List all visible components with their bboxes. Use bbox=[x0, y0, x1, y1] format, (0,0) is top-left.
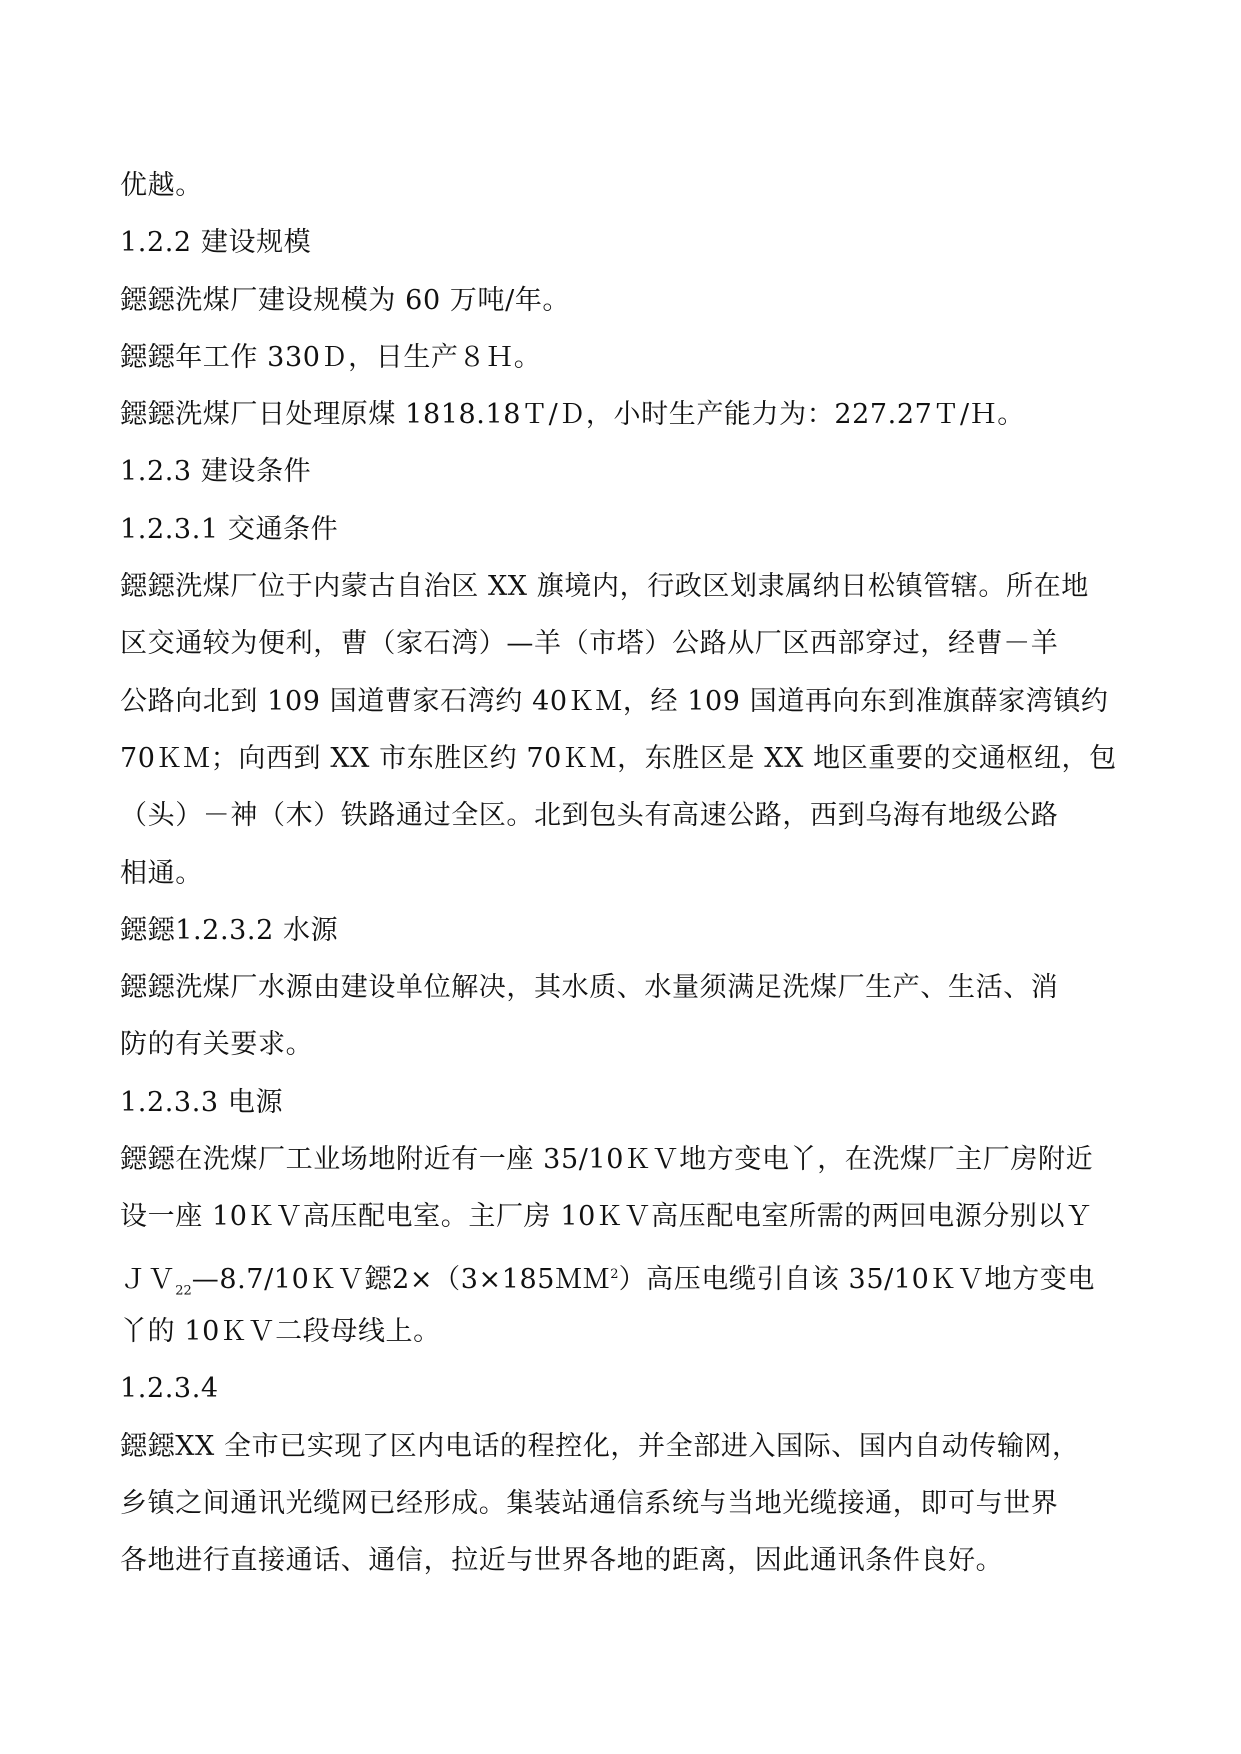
document-body bbox=[120, 157, 1120, 1589]
text-line: 鐚鐚洗煤厂位于内蒙古自治区 XX 旗境内，行政区划隶属纳日松镇管辖。所在地 bbox=[120, 571, 1089, 603]
formula-superscript: 2 bbox=[610, 1266, 619, 1282]
text-line: 优越。 bbox=[120, 170, 203, 201]
text-line: 鐚鐚年工作 330Ｄ，日生产８Ｈ。 bbox=[120, 341, 542, 373]
subsection-heading: 1.2.3.1 交通条件 bbox=[120, 513, 339, 545]
text-line: 设一座 10ＫＶ高压配电室。主厂房 10ＫＶ高压配电室所需的两回电源分别以Ｙ bbox=[120, 1201, 1093, 1233]
subsection-heading: 鐚鐚1.2.3.2 水源 bbox=[120, 914, 339, 946]
formula-middle: —8.7/10ＫＶ鐚2×（3×185ＭＭ bbox=[191, 1263, 611, 1295]
subsection-heading: 1.2.3.4 bbox=[120, 1373, 219, 1405]
text-line-with-formula bbox=[120, 1246, 1120, 1303]
text-line: 鐚鐚洗煤厂建设规模为 60 万吨/年。 bbox=[120, 284, 571, 316]
text-line: 70ＫＭ；向西到 XX 市东胜区约 70ＫＭ，东胜区是 XX 地区重要的交通枢纽，包 bbox=[120, 742, 1117, 774]
section-heading: 1.2.2 建设规模 bbox=[120, 227, 312, 259]
text-line: 防的有关要求。 bbox=[120, 1029, 314, 1061]
text-line: 公路向北到 109 国道曹家石湾约 40ＫＭ，经 109 国道再向东到准旗薛家湾镇约 bbox=[120, 685, 1109, 717]
formula-before: ＪＶ bbox=[120, 1263, 176, 1295]
formula-after: ）高压电缆引自该 35/10ＫＶ地方变电 bbox=[618, 1263, 1095, 1295]
text-line: 丫的 10ＫＶ二段母线上。 bbox=[120, 1315, 441, 1347]
section-heading: 1.2.3 建设条件 bbox=[120, 456, 312, 488]
text-line: 鐚鐚在洗煤厂工业场地附近有一座 35/10ＫＶ地方变电丫，在洗煤厂主厂房附近 bbox=[120, 1144, 1094, 1176]
text-line: 各地进行直接通话、通信，拉近与世界各地的距离，因此通讯条件良好。 bbox=[120, 1545, 1004, 1577]
text-line: 鐚鐚XX 全市已实现了区内电话的程控化，并全部进入国际、国内自动传输网， bbox=[120, 1430, 1080, 1462]
text-line: 区交通较为便利，曹（家石湾）—羊（市塔）公路从厂区西部穿过，经曹－羊 bbox=[120, 628, 1059, 660]
text-line: 乡镇之间通讯光缆网已经形成。集装站通信系统与当地光缆接通，即可与世界 bbox=[120, 1487, 1059, 1519]
subsection-heading: 1.2.3.3 电源 bbox=[120, 1086, 284, 1118]
text-line: 鐚鐚洗煤厂日处理原煤 1818.18Ｔ/Ｄ，小时生产能力为：227.27Ｔ/Ｈ。 bbox=[120, 399, 1025, 431]
text-line: 相通。 bbox=[120, 857, 203, 889]
text-line: 鐚鐚洗煤厂水源由建设单位解决，其水质、水量须满足洗煤厂生产、生活、消 bbox=[120, 972, 1059, 1004]
text-line: （头）－神（木）铁路通过全区。北到包头有高速公路，西到乌海有地级公路 bbox=[120, 800, 1059, 832]
formula-subscript: 22 bbox=[175, 1283, 192, 1299]
